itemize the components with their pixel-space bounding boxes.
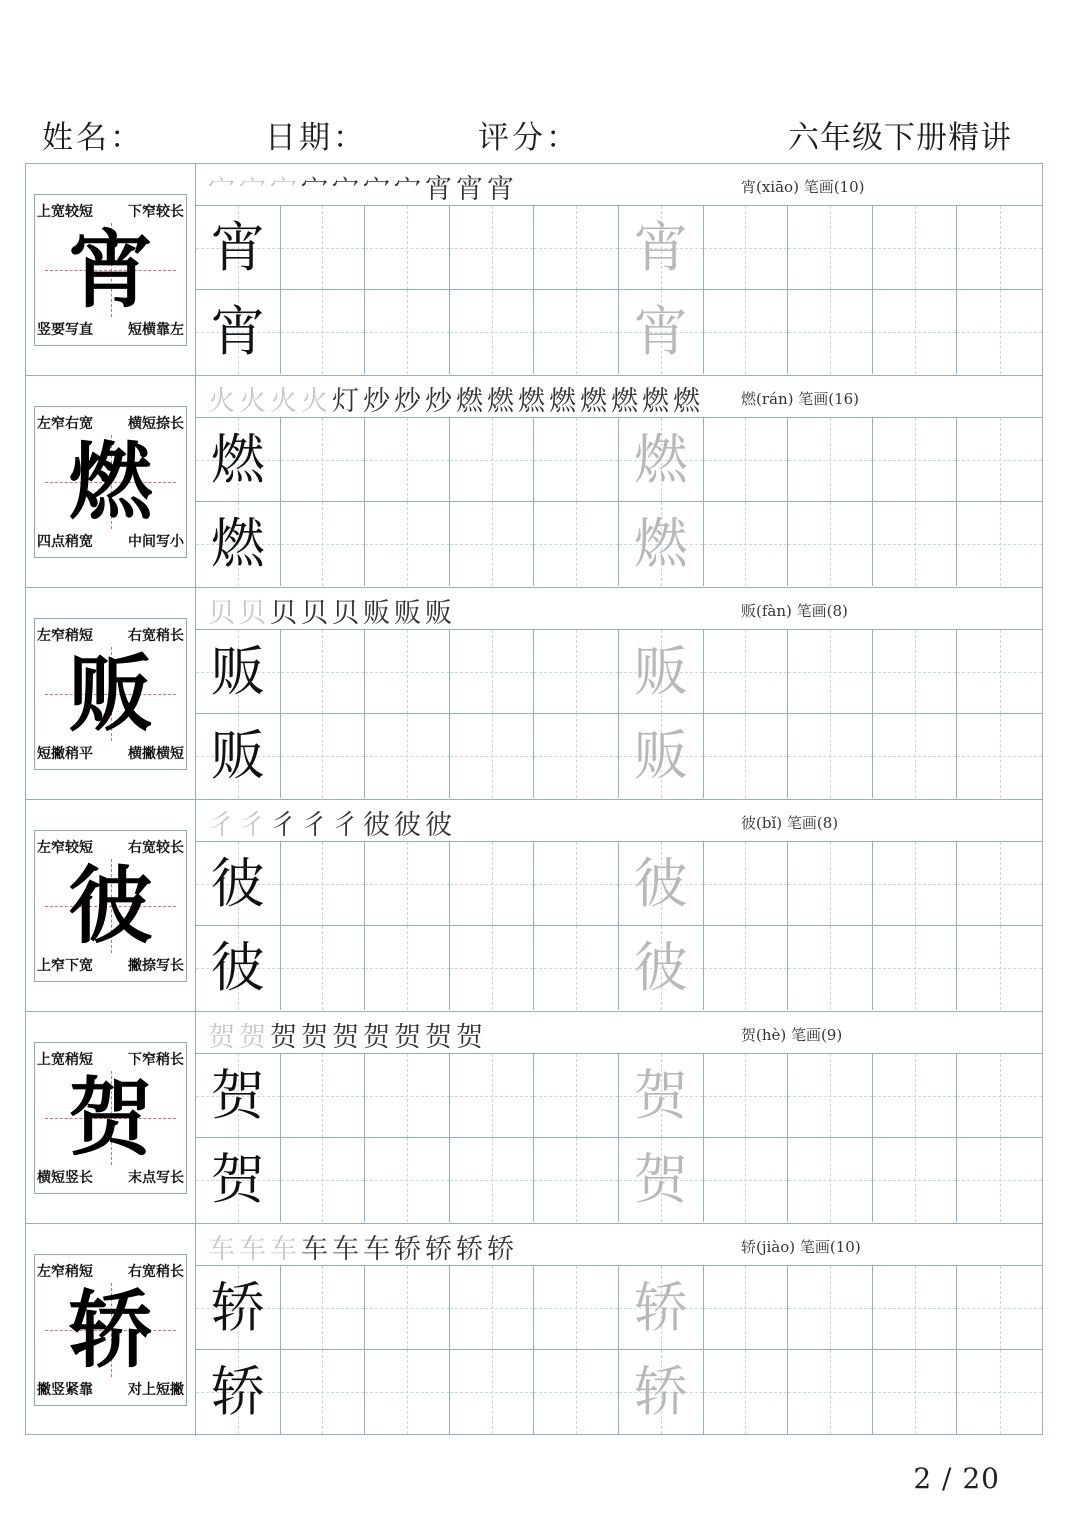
- stroke-step: 贺: [363, 1022, 394, 1053]
- stroke-step: 宵: [456, 174, 487, 205]
- stroke-step: 车: [301, 1234, 332, 1265]
- practice-cell[interactable]: [619, 630, 704, 714]
- practice-cell[interactable]: [619, 206, 704, 290]
- practice-cell[interactable]: [873, 1266, 958, 1350]
- practice-cell[interactable]: [450, 630, 535, 714]
- practice-cell[interactable]: [450, 714, 535, 798]
- practice-cell[interactable]: [957, 1266, 1042, 1350]
- practice-cell[interactable]: [957, 926, 1042, 1010]
- practice-cell[interactable]: [534, 290, 619, 374]
- name-label: 姓名：: [42, 120, 144, 156]
- stroke-step: 燃: [673, 386, 704, 417]
- stroke-step: 轿: [487, 1234, 518, 1265]
- stroke-step: 贝: [239, 598, 270, 629]
- stroke-step: 燃: [611, 386, 642, 417]
- pinyin-stroke-count: 贩(fàn) 笔画(8): [741, 602, 848, 620]
- writing-tip: 横短竖长: [37, 1170, 93, 1186]
- stroke-step: 贝: [301, 598, 332, 629]
- pinyin-stroke-count: 燃(rán) 笔画(16): [741, 390, 860, 408]
- writing-tip: 右宽稍长: [128, 628, 184, 644]
- example-character: 贺: [210, 1064, 265, 1127]
- stroke-step: 火: [270, 386, 301, 417]
- stroke-step: 彼: [394, 810, 425, 841]
- example-character: 贩: [210, 640, 265, 703]
- stroke-step: 火: [208, 386, 239, 417]
- practice-cell[interactable]: [957, 206, 1042, 290]
- practice-cell[interactable]: [450, 842, 535, 926]
- practice-cell[interactable]: [788, 1350, 873, 1434]
- writing-tip: 撇捺写长: [128, 958, 184, 974]
- practice-cell[interactable]: [534, 630, 619, 714]
- writing-tip: 左窄右宽: [37, 416, 93, 432]
- practice-cell[interactable]: [281, 290, 366, 374]
- stroke-step: 宵: [487, 174, 518, 205]
- practice-cell[interactable]: [788, 842, 873, 926]
- practice-cell[interactable]: [788, 1138, 873, 1222]
- practice-cell[interactable]: [957, 630, 1042, 714]
- practice-cell[interactable]: [281, 1054, 366, 1138]
- trace-character: 彼: [633, 852, 688, 915]
- stroke-order-row: [196, 1224, 1042, 1266]
- writing-tip: 上宽稍短: [37, 1052, 93, 1068]
- stroke-step: 彳: [270, 810, 301, 841]
- stroke-step: 贩: [394, 598, 425, 629]
- stroke-step: 炒: [363, 386, 394, 417]
- practice-cell[interactable]: [365, 630, 450, 714]
- practice-cell[interactable]: [619, 926, 704, 1010]
- practice-cell[interactable]: [788, 1054, 873, 1138]
- pinyin-stroke-count: 宵(xiāo) 笔画(10): [741, 178, 865, 196]
- writing-tip: 下窄较长: [128, 204, 184, 220]
- practice-cell[interactable]: [534, 1054, 619, 1138]
- char-card: [34, 618, 187, 770]
- char-card-panel: [26, 800, 196, 1011]
- practice-cell[interactable]: [873, 502, 958, 586]
- char-card: [34, 194, 187, 346]
- trace-character: 宵: [633, 216, 688, 279]
- stroke-step: 火: [239, 386, 270, 417]
- practice-cell[interactable]: [957, 714, 1042, 798]
- writing-tip: 末点写长: [128, 1170, 184, 1186]
- practice-cell[interactable]: [873, 1054, 958, 1138]
- char-block: [26, 800, 1042, 1012]
- stroke-step: 燃: [518, 386, 549, 417]
- example-character: 贩: [210, 724, 265, 787]
- practice-cell[interactable]: [704, 630, 789, 714]
- worksheet-subtitle: 六年级下册精讲: [788, 120, 1012, 156]
- writing-tip: 撇竖紧靠: [37, 1382, 93, 1398]
- writing-tip: 对上短撇: [128, 1382, 184, 1398]
- practice-cell[interactable]: [450, 1138, 535, 1222]
- stroke-order-row: [196, 376, 1042, 418]
- practice-cell[interactable]: [873, 714, 958, 798]
- char-block: [26, 376, 1042, 588]
- stroke-sequence: [208, 591, 456, 630]
- stroke-step: 宵: [425, 174, 456, 205]
- stroke-step: 贺: [208, 1022, 239, 1053]
- practice-cell[interactable]: [196, 1266, 281, 1350]
- practice-cell[interactable]: [534, 1350, 619, 1434]
- practice-cell[interactable]: [196, 1054, 281, 1138]
- char-card-panel: [26, 588, 196, 799]
- writing-tip: 右宽较长: [128, 840, 184, 856]
- practice-cell[interactable]: [534, 418, 619, 502]
- practice-cell[interactable]: [873, 1350, 958, 1434]
- practice-cell[interactable]: [365, 1054, 450, 1138]
- practice-cell[interactable]: [450, 418, 535, 502]
- stroke-step: 燃: [456, 386, 487, 417]
- practice-cell[interactable]: [788, 290, 873, 374]
- writing-tip: 四点稍宽: [37, 534, 93, 550]
- practice-cell[interactable]: [365, 1266, 450, 1350]
- practice-cell[interactable]: [365, 926, 450, 1010]
- trace-character: 轿: [633, 1276, 688, 1339]
- practice-cell[interactable]: [365, 290, 450, 374]
- practice-cell[interactable]: [365, 206, 450, 290]
- practice-cell[interactable]: [788, 1266, 873, 1350]
- practice-cell[interactable]: [196, 714, 281, 798]
- practice-cell[interactable]: [534, 1266, 619, 1350]
- practice-cell[interactable]: [281, 418, 366, 502]
- stroke-step: 燃: [549, 386, 580, 417]
- stroke-sequence: [208, 167, 518, 206]
- practice-cell[interactable]: [196, 926, 281, 1010]
- practice-cell[interactable]: [534, 1138, 619, 1222]
- trace-character: 燃: [633, 428, 688, 491]
- page-number: 2 / 20: [913, 1462, 1000, 1495]
- stroke-step: 燃: [642, 386, 673, 417]
- trace-character: 宵: [633, 300, 688, 363]
- stroke-order-row: [196, 588, 1042, 630]
- practice-cell[interactable]: [957, 290, 1042, 374]
- stroke-order-row: [196, 800, 1042, 842]
- stroke-step: 贩: [363, 598, 394, 629]
- stroke-step: 车: [270, 1234, 301, 1265]
- practice-cell[interactable]: [281, 1138, 366, 1222]
- trace-character: 贩: [633, 640, 688, 703]
- practice-cell[interactable]: [450, 502, 535, 586]
- example-character: 贺: [210, 1148, 265, 1211]
- practice-cell[interactable]: [704, 926, 789, 1010]
- writing-tip: 竖要写直: [37, 322, 93, 338]
- char-card: [34, 1254, 187, 1406]
- practice-cell[interactable]: [450, 206, 535, 290]
- stroke-step: 彼: [425, 810, 456, 841]
- stroke-step: 宀: [270, 174, 301, 205]
- practice-cell[interactable]: [788, 206, 873, 290]
- practice-cell[interactable]: [534, 502, 619, 586]
- practice-cell[interactable]: [365, 1138, 450, 1222]
- writing-tip: 上窄下宽: [37, 958, 93, 974]
- stroke-step: 贝: [332, 598, 363, 629]
- practice-cell[interactable]: [365, 418, 450, 502]
- practice-cell[interactable]: [619, 842, 704, 926]
- practice-cell[interactable]: [957, 1350, 1042, 1434]
- char-block: [26, 588, 1042, 800]
- practice-cell[interactable]: [957, 1054, 1042, 1138]
- char-card-panel: [26, 164, 196, 375]
- example-character: 轿: [210, 1360, 265, 1423]
- practice-cell[interactable]: [619, 1138, 704, 1222]
- writing-tip: 右宽稍长: [128, 1264, 184, 1280]
- practice-cell[interactable]: [534, 206, 619, 290]
- practice-cell[interactable]: [704, 502, 789, 586]
- practice-cell[interactable]: [619, 418, 704, 502]
- practice-cell[interactable]: [788, 630, 873, 714]
- practice-sheet: [25, 163, 1043, 1435]
- practice-cell[interactable]: [281, 630, 366, 714]
- stroke-step: 灯: [332, 386, 363, 417]
- stroke-step: 炒: [425, 386, 456, 417]
- writing-tip: 左窄较短: [37, 840, 93, 856]
- practice-cell[interactable]: [196, 502, 281, 586]
- stroke-step: 彳: [239, 810, 270, 841]
- practice-cell[interactable]: [534, 926, 619, 1010]
- stroke-step: 宀: [394, 174, 425, 205]
- practice-cell[interactable]: [704, 206, 789, 290]
- example-character: 轿: [210, 1276, 265, 1339]
- writing-tip: 上宽较短: [37, 204, 93, 220]
- trace-character: 贺: [633, 1148, 688, 1211]
- date-label: 日期：: [265, 120, 367, 156]
- model-character: 轿: [68, 1280, 153, 1379]
- practice-cell[interactable]: [196, 206, 281, 290]
- stroke-step: 宀: [332, 174, 363, 205]
- stroke-step: 贺: [270, 1022, 301, 1053]
- char-card: [34, 830, 187, 982]
- stroke-order-row: [196, 164, 1042, 206]
- model-character: 燃: [68, 432, 153, 531]
- practice-cell[interactable]: [196, 290, 281, 374]
- score-label: 评分：: [478, 120, 580, 156]
- practice-cell[interactable]: [788, 714, 873, 798]
- stroke-order-row: [196, 1012, 1042, 1054]
- char-block: [26, 164, 1042, 376]
- model-character: 宵: [68, 220, 153, 319]
- example-character: 宵: [210, 216, 265, 279]
- stroke-step: 轿: [394, 1234, 425, 1265]
- stroke-sequence: [208, 1015, 487, 1054]
- writing-tip: 短撇稍平: [37, 746, 93, 762]
- practice-cell[interactable]: [196, 418, 281, 502]
- practice-cell[interactable]: [450, 926, 535, 1010]
- practice-cell[interactable]: [873, 290, 958, 374]
- practice-cell[interactable]: [873, 842, 958, 926]
- practice-cell[interactable]: [365, 842, 450, 926]
- practice-cell[interactable]: [450, 1054, 535, 1138]
- stroke-step: 贩: [425, 598, 456, 629]
- stroke-sequence: [208, 803, 456, 842]
- practice-cell[interactable]: [365, 502, 450, 586]
- stroke-step: 炒: [394, 386, 425, 417]
- writing-tip: 中间写小: [128, 534, 184, 550]
- writing-tip: 横短捺长: [128, 416, 184, 432]
- stroke-step: 彳: [332, 810, 363, 841]
- trace-character: 燃: [633, 512, 688, 575]
- stroke-step: 火: [301, 386, 332, 417]
- stroke-step: 车: [332, 1234, 363, 1265]
- stroke-step: 轿: [425, 1234, 456, 1265]
- example-character: 燃: [210, 428, 265, 491]
- practice-cell[interactable]: [873, 630, 958, 714]
- stroke-step: 车: [239, 1234, 270, 1265]
- trace-character: 轿: [633, 1360, 688, 1423]
- stroke-step: 贺: [301, 1022, 332, 1053]
- stroke-step: 贺: [239, 1022, 270, 1053]
- practice-cell[interactable]: [704, 842, 789, 926]
- practice-cell[interactable]: [281, 842, 366, 926]
- practice-cell[interactable]: [957, 502, 1042, 586]
- stroke-step: 轿: [456, 1234, 487, 1265]
- stroke-step: 彼: [363, 810, 394, 841]
- char-card-panel: [26, 1224, 196, 1436]
- practice-cell[interactable]: [704, 1138, 789, 1222]
- practice-cell[interactable]: [957, 1138, 1042, 1222]
- pinyin-stroke-count: 轿(jiào) 笔画(10): [741, 1238, 861, 1256]
- stroke-step: 燃: [580, 386, 611, 417]
- stroke-step: 车: [208, 1234, 239, 1265]
- practice-cell[interactable]: [281, 1350, 366, 1434]
- practice-cell[interactable]: [281, 206, 366, 290]
- stroke-sequence: [208, 1227, 518, 1266]
- practice-cell[interactable]: [704, 1054, 789, 1138]
- stroke-step: 宀: [239, 174, 270, 205]
- practice-cell[interactable]: [957, 418, 1042, 502]
- practice-cell[interactable]: [873, 1138, 958, 1222]
- stroke-step: 彳: [208, 810, 239, 841]
- model-character: 彼: [68, 856, 153, 955]
- practice-cell[interactable]: [450, 1266, 535, 1350]
- writing-tip: 横撇横短: [128, 746, 184, 762]
- stroke-step: 车: [363, 1234, 394, 1265]
- char-card: [34, 1042, 187, 1194]
- practice-cell[interactable]: [196, 1138, 281, 1222]
- trace-character: 彼: [633, 936, 688, 999]
- stroke-step: 宀: [208, 174, 239, 205]
- stroke-step: 贝: [270, 598, 301, 629]
- stroke-step: 宀: [301, 174, 332, 205]
- practice-cell[interactable]: [704, 1266, 789, 1350]
- practice-cell[interactable]: [704, 290, 789, 374]
- model-character: 贩: [68, 644, 153, 743]
- char-block: [26, 1012, 1042, 1224]
- stroke-step: 贺: [332, 1022, 363, 1053]
- example-character: 彼: [210, 852, 265, 915]
- writing-tip: 下窄稍长: [128, 1052, 184, 1068]
- char-card-panel: [26, 376, 196, 587]
- pinyin-stroke-count: 彼(bǐ) 笔画(8): [741, 814, 839, 832]
- practice-cell[interactable]: [619, 1350, 704, 1434]
- practice-cell[interactable]: [281, 926, 366, 1010]
- stroke-step: 贺: [425, 1022, 456, 1053]
- practice-cell[interactable]: [196, 630, 281, 714]
- practice-cell[interactable]: [619, 502, 704, 586]
- practice-cell[interactable]: [788, 926, 873, 1010]
- stroke-step: 宀: [363, 174, 394, 205]
- practice-cell[interactable]: [873, 206, 958, 290]
- example-character: 彼: [210, 936, 265, 999]
- char-block: [26, 1224, 1042, 1436]
- char-card-panel: [26, 1012, 196, 1223]
- stroke-step: 燃: [487, 386, 518, 417]
- char-card: [34, 406, 187, 558]
- practice-cell[interactable]: [534, 714, 619, 798]
- practice-cell[interactable]: [704, 714, 789, 798]
- practice-cell[interactable]: [281, 714, 366, 798]
- model-character: 贺: [68, 1068, 153, 1167]
- practice-cell[interactable]: [619, 714, 704, 798]
- practice-cell[interactable]: [196, 842, 281, 926]
- practice-cell[interactable]: [365, 714, 450, 798]
- stroke-step: 贝: [208, 598, 239, 629]
- trace-character: 贺: [633, 1064, 688, 1127]
- practice-cell[interactable]: [873, 926, 958, 1010]
- practice-cell[interactable]: [619, 1266, 704, 1350]
- practice-cell[interactable]: [365, 1350, 450, 1434]
- stroke-step: 贺: [394, 1022, 425, 1053]
- practice-cell[interactable]: [281, 502, 366, 586]
- practice-cell[interactable]: [704, 1350, 789, 1434]
- example-character: 宵: [210, 300, 265, 363]
- practice-cell[interactable]: [788, 502, 873, 586]
- stroke-step: 彳: [301, 810, 332, 841]
- worksheet-header: [0, 112, 1080, 162]
- practice-cell[interactable]: [534, 842, 619, 926]
- stroke-sequence: [208, 379, 704, 418]
- practice-cell[interactable]: [281, 1266, 366, 1350]
- practice-cell[interactable]: [704, 418, 789, 502]
- practice-cell[interactable]: [196, 1350, 281, 1434]
- practice-cell[interactable]: [619, 290, 704, 374]
- example-character: 燃: [210, 512, 265, 575]
- practice-cell[interactable]: [450, 290, 535, 374]
- trace-character: 贩: [633, 724, 688, 787]
- practice-cell[interactable]: [788, 418, 873, 502]
- practice-cell[interactable]: [957, 842, 1042, 926]
- stroke-step: 贺: [456, 1022, 487, 1053]
- practice-cell[interactable]: [619, 1054, 704, 1138]
- writing-tip: 左窄稍短: [37, 628, 93, 644]
- writing-tip: 左窄稍短: [37, 1264, 93, 1280]
- writing-tip: 短横靠左: [128, 322, 184, 338]
- practice-cell[interactable]: [450, 1350, 535, 1434]
- pinyin-stroke-count: 贺(hè) 笔画(9): [741, 1026, 843, 1044]
- practice-cell[interactable]: [873, 418, 958, 502]
